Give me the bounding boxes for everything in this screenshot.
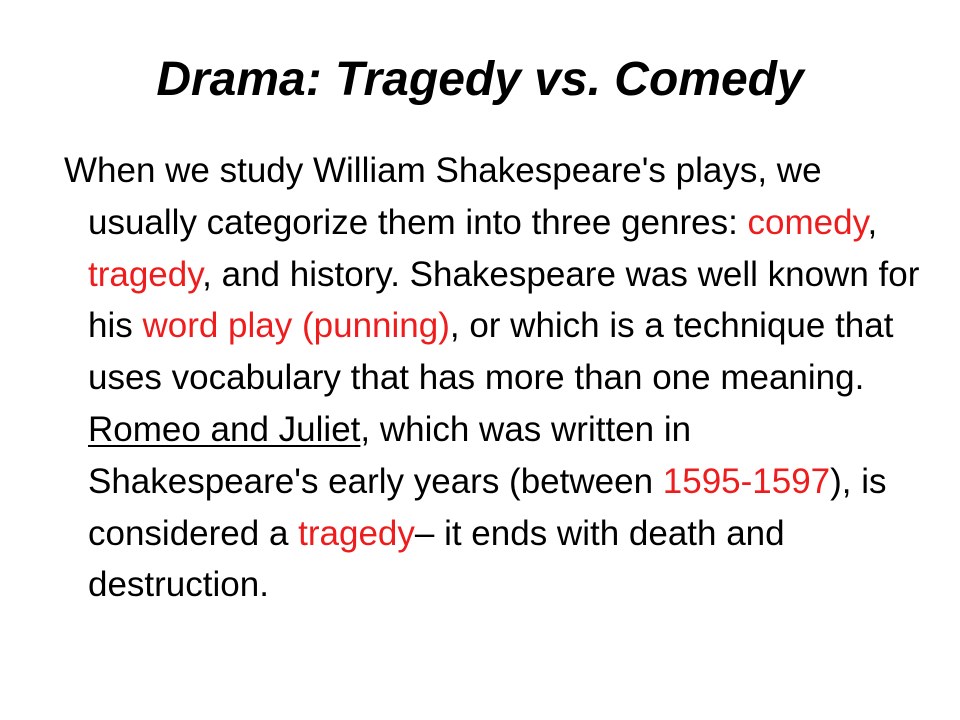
underlined-title-romeo-and-juliet: Romeo and Juliet — [88, 409, 361, 449]
highlight-tragedy-2: tragedy — [298, 513, 415, 553]
text-segment: , and history. Shakespeare was well known for his — [88, 254, 920, 346]
highlight-years: 1595-1597 — [662, 461, 831, 501]
highlight-tragedy: tragedy — [88, 254, 203, 294]
text-segment: , which was written in Shakespeare's early years (between — [88, 409, 692, 501]
highlight-comedy: comedy — [747, 202, 868, 242]
text-segment: ), is considered a — [88, 461, 887, 553]
text-segment: , — [867, 202, 878, 242]
slide-title: Drama: Tragedy vs. Comedy — [156, 53, 804, 106]
text-segment: , or which is a technique that uses vocabulary that has more than one meaning. — [88, 306, 894, 398]
highlight-word-play: word play (punning) — [142, 306, 450, 346]
text-segment: When we study William Shakespeare's plays, we usually categorize them into three genres: — [64, 151, 822, 242]
text-segment: – it ends with death and destruction. — [88, 513, 785, 605]
body-paragraph — [64, 145, 928, 611]
